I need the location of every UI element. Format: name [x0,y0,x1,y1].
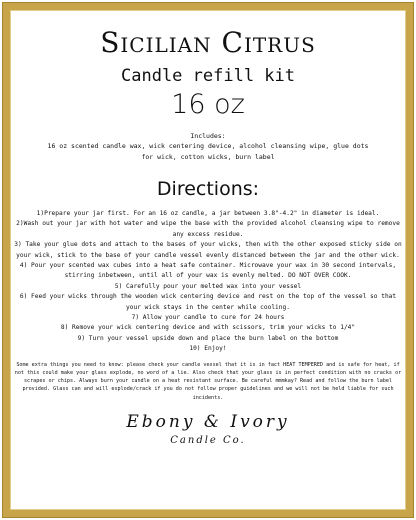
step-10: 10) Enjoy! [189,345,227,353]
step-8: 8) Remove your wick centering device and with scissors, trim your wicks to 1/4" [60,324,356,332]
step-4: 4) Pour your scented wax cubes into a heat safe container. Microwave your wax in 30 second intervals, stirring inbetween, until all of your wax is evenly melted. DO NOT OVER COOK. [19,262,397,280]
brand-subtitle: Candle Co. [170,434,246,446]
includes-text: 16 oz scented candle wax, wick centering device, alcohol cleansing wipe, glue dots for wick, cotton wicks, burn label [47,142,369,161]
directions-steps [10,209,406,355]
step-7: 7) Allow your candle to cure for 24 hours [131,314,285,322]
product-subtitle: Candle refill kit [121,66,295,86]
directions-heading: Directions: [156,178,260,200]
brand-name: Ebony & Ivory [126,411,290,432]
step-2: 2)Wash out your jar with hot water and wipe the base with the provided alcohol cleansing wipe to remove any excess residue. [16,220,400,238]
safety-note: Some extra things you need to know: please check your candle vessel that it is in fact HEAT TEMPERED and is safe for heat, if not this could make your glass explode, no word of a lie. Also check that your glass is in perfect condition with no cracks or scrapes or chips. Always burn your candle on a heat resistant surface. Be careful mmmkay? Read and follow the burn label provided. Glass can and will explode/crack if you do not follow proper guidelines and we will not be held liable for such incidents. [14,361,402,401]
step-1: 1)Prepare your jar first. For an 16 oz candle, a jar between 3.8"-4.2" in diameter is ideal. [36,210,380,217]
label-content [10,10,406,510]
product-size: 16 oz [171,89,245,120]
step-6: 6) Feed your wicks through the wooden wick centering device and rest on the top of the vessel so that your wick stays in the center while cooling. [19,293,397,311]
includes-label: Includes: [190,132,226,140]
product-title: Sicilian Citrus [100,26,316,59]
step-9: 9) Turn your vessel upside down and place the burn label on the bottom [77,334,339,342]
step-3: 3) Take your glue dots and attach to the bases of your wicks, then with the other exposed sticky side on your wick, stick to the base of your candle vessel evenly distanced between the jar and the other wick. [14,241,402,259]
step-5: 5) Carefully pour your melted wax into your vessel [114,282,302,290]
